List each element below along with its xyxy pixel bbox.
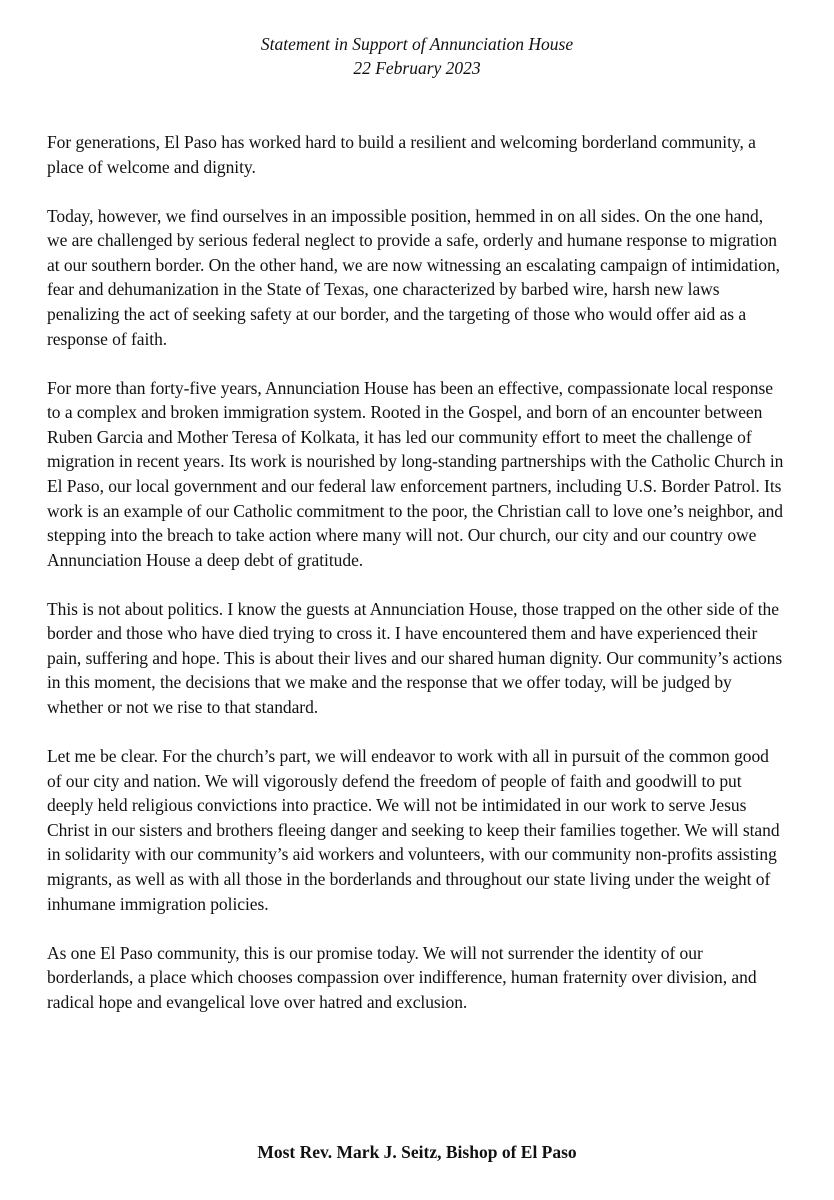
paragraph-5: Let me be clear. For the church’s part, we will endeavor to work with all in pursuit of the common good of our city and nation. We will vigorously defend the freedom of people of faith and goodwill to put deeply held religious convictions into practice. We will not be intimidated in our work to serve Jesus Christ in our sisters and brothers fleeing danger and seeking to keep their families together. We will stand in solidarity with our community’s aid workers and volunteers, with our community non-profits assisting migrants, as well as with all those in the borderlands and throughout our state living under the weight of inhumane immigration policies. — [47, 746, 780, 914]
signature-line: Most Rev. Mark J. Seitz, Bishop of El Paso — [257, 1142, 577, 1162]
statement-date: 22 February 2023 — [353, 58, 481, 78]
statement-header — [0, 32, 834, 80]
paragraph-1: For generations, El Paso has worked hard to build a resilient and welcoming borderland community, a place of welcome and dignity. — [47, 132, 756, 177]
statement-body — [47, 130, 787, 1039]
paragraph-3: For more than forty-five years, Annunciation House has been an effective, compassionate local response to a complex and broken immigration system. Rooted in the Gospel, and born of an encounter between Ruben Garcia and Mother Teresa of Kolkata, it has led our community effort to meet the challenge of migration in recent years. Its work is nourished by long-standing partnerships with the Catholic Church in El Paso, our local government and our federal law enforcement partners, including U.S. Border Patrol. Its work is an example of our Catholic commitment to the poor, the Christian call to love one’s neighbor, and stepping into the breach to take action where many will not. Our church, our city and our country owe Annunciation House a deep debt of gratitude. — [47, 377, 784, 570]
paragraph-6: As one El Paso community, this is our promise today. We will not surrender the identity of our borderlands, a place which chooses compassion over indifference, human fraternity over division, and radical hope and evangelical love over hatred and exclusion. — [47, 942, 757, 1012]
paragraph-4: This is not about politics. I know the guests at Annunciation House, those trapped on the other side of the border and those who have died trying to cross it. I have encountered them and have experienced their pain, suffering and hope. This is about their lives and our shared human dignity. Our community’s actions in this moment, the decisions that we make and the response that we offer today, will be judged by whether or not we rise to that standard. — [47, 598, 783, 718]
paragraph-2: Today, however, we find ourselves in an impossible position, hemmed in on all sides. On the one hand, we are challenged by serious federal neglect to provide a safe, orderly and humane response to migration at our southern border. On the other hand, we are now witnessing an escalating campaign of intimidation, fear and dehumanization in the State of Texas, one characterized by barbed wire, harsh new laws penalizing the act of seeking safety at our border, and the targeting of those who would offer aid as a response of faith. — [47, 205, 781, 349]
statement-title: Statement in Support of Annunciation House — [260, 34, 574, 54]
